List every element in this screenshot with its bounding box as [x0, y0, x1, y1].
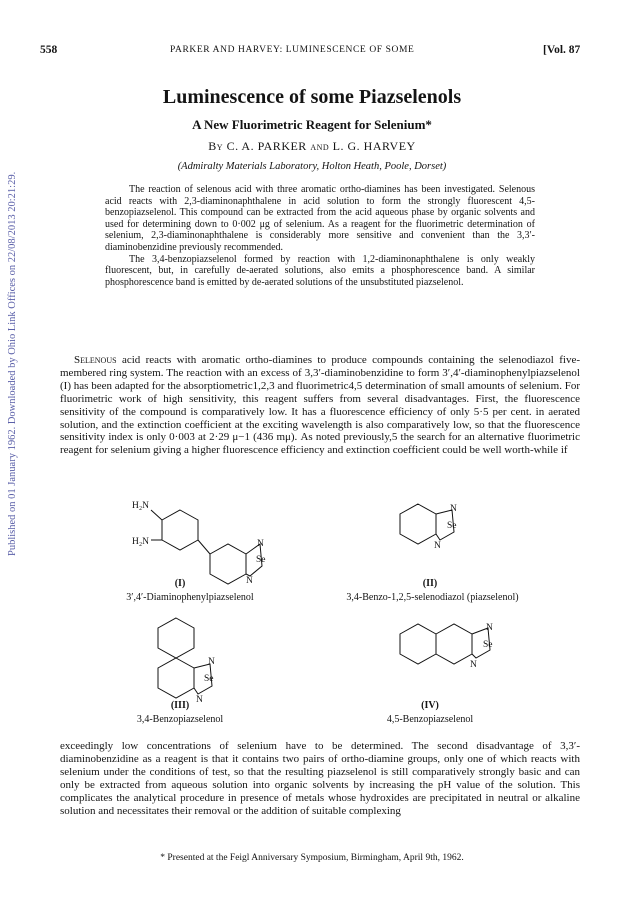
structure-II-atom-n-bottom: N	[434, 541, 441, 551]
structure-I-atom-n-top: N	[257, 539, 264, 549]
running-title: PARKER AND HARVEY: LUMINESCENCE OF SOME	[170, 45, 415, 55]
body-section-2	[60, 740, 580, 817]
footnote: * Presented at the Feigl Anniversary Symposium, Birmingham, April 9th, 1962.	[160, 853, 464, 863]
structure-IV-left-ring	[400, 624, 436, 664]
structure-I	[132, 501, 266, 586]
structure-I-bond-nh2-top	[151, 510, 162, 520]
affiliation: (Admiralty Materials Laboratory, Holton Heath, Poole, Dorset)	[177, 161, 447, 172]
download-stamp	[4, 163, 18, 558]
caption-label-IV: (IV)	[421, 700, 439, 711]
abstract	[105, 184, 535, 288]
article-title: Luminescence of some Piazselenols	[162, 86, 462, 108]
structure-III	[158, 618, 215, 705]
author-line	[0, 139, 624, 154]
caption-name-II: 3,4-Benzo-1,2,5-selenodiazol (piazselenol)	[346, 592, 519, 603]
structure-I-atom-nh2-bottom: H₂N	[132, 537, 150, 547]
article-subtitle: A New Fluorimetric Reagent for Selenium*	[192, 117, 432, 132]
structure-I-atom-nh2-top: H₂N	[132, 501, 150, 511]
by-word: By	[208, 139, 224, 153]
abstract-paragraph-2: The 3,4-benzopiazselenol formed by reaction with 1,2-diaminonaphthalene is only weakly fluorescent, but, in carefully de-aerated solutions, also emits a phosphorescence band. A similar phosphorescence band is emitted by de-aerated solutions of the unsubstituted piazselenol.	[105, 253, 535, 288]
page-number: 558	[40, 44, 58, 56]
abstract-paragraph-1: The reaction of selenous acid with three aromatic ortho-diamines has been investigated. Selenous acid reacts with 2,3-diaminonaphthalene in acid solution to form the strongly fluorescent 4,5-benzopiazselenol. This compound can be extracted from the acid aqueous phase by organic solvents and used for determining down to 0·002 μg of selenium. As a reagent for the fluorimetric determination of selenium, 2,3-diaminonaphthalene is considerably more sensitive and convenient than the 3,3′-diaminobenzidine previously recommended.	[105, 184, 535, 253]
structures-figure	[100, 484, 560, 724]
caption-label-III: (III)	[170, 700, 190, 711]
body-paragraph-2: exceedingly low concentrations of selenium have to be determined. The second disadvantage of 3,3′-diaminobenzidine as a reagent is that it contains two pairs of ortho-diamine groups, only one of which reacts with selenium under the conditions of test, so that the resulting piazselenol is still comparatively strongly basic and can only be extracted from aqueous solution into organic solvents by increasing the pH value of the solution. This complicates the analytical procedure in presence of metals whose hydroxides are precipitated in neutral or alkaline solution and necessitates their removal or the addition of suitable complexing	[60, 740, 580, 817]
structure-II-atom-n-top: N	[450, 504, 457, 514]
structure-III-atom-n-top: N	[208, 657, 215, 667]
caption-name-III: 3,4-Benzopiazselenol	[136, 714, 224, 725]
body-section-1	[60, 354, 580, 457]
structures-svg	[100, 484, 560, 724]
structure-III-atom-n-bottom: N	[196, 695, 203, 705]
body-paragraph-1	[60, 354, 580, 457]
structure-IV	[400, 623, 493, 670]
caption-label-I: (I)	[174, 578, 186, 589]
structure-II-benzo-ring	[400, 504, 436, 544]
author-1: C. A. PARKER	[226, 139, 307, 153]
structure-I-diamino-ring	[162, 510, 198, 550]
structure-I-atom-n-bottom: N	[246, 576, 253, 586]
structure-IV-atom-se: Se	[483, 640, 493, 650]
structure-I-biaryl-bond	[198, 540, 210, 554]
volume-label: [Vol. 87	[543, 44, 581, 56]
and-word: and	[310, 139, 330, 153]
author-2: L. G. HARVEY	[332, 139, 416, 153]
structure-II	[400, 504, 457, 551]
structure-IV-atom-n-bottom: N	[470, 660, 477, 670]
caption-label-II: (II)	[422, 578, 438, 589]
structure-II-atom-se: Se	[447, 521, 457, 531]
structure-IV-right-ring	[436, 624, 472, 664]
structure-III-lower-ring	[158, 658, 194, 698]
structure-IV-atom-n-top: N	[486, 623, 493, 633]
structure-III-atom-se: Se	[204, 674, 214, 684]
body-paragraph-1-text: acid reacts with aromatic ortho-diamines to produce compounds containing the selenodiazol five-membered ring system. The reaction with an excess of 3,3′-diaminobenzidine to form 3′,4′-diaminophenylpiazselenol (I) has been adapted for the absorptiometric1,2,3 and fluorimetric4,5 determination of small amounts of selenium. For fluorimetric work of high sensitivity, this reagent suffers from several disadvantages. First, the fluorescence sensitivity of the compound is comparatively low. It has a fluorescence efficiency of only 5·5 per cent. in aerated solution, and the extinction coefficient at the exciting wavelength is also comparatively low, so that the fluorescence sensitivity index is only 0·003 at 2·29 μ−1 (436 mμ). As noted previously,5 the search for an alternative fluorimetric reagent for selenium giving a higher fluorescence efficiency and extinction coefficient could be well worth-while if	[60, 354, 580, 457]
caption-name-I: 3′,4′-Diaminophenylpiazselenol	[126, 592, 254, 603]
download-stamp-text: Published on 01 January 1962. Downloaded by Ohio Link Offices on 22/08/2013 20:21:29.	[7, 171, 18, 556]
drop-word: Selenous	[74, 354, 117, 366]
caption-name-IV: 4,5-Benzopiazselenol	[386, 714, 474, 725]
structure-III-top-ring	[158, 618, 194, 658]
structure-I-atom-se: Se	[256, 555, 266, 565]
